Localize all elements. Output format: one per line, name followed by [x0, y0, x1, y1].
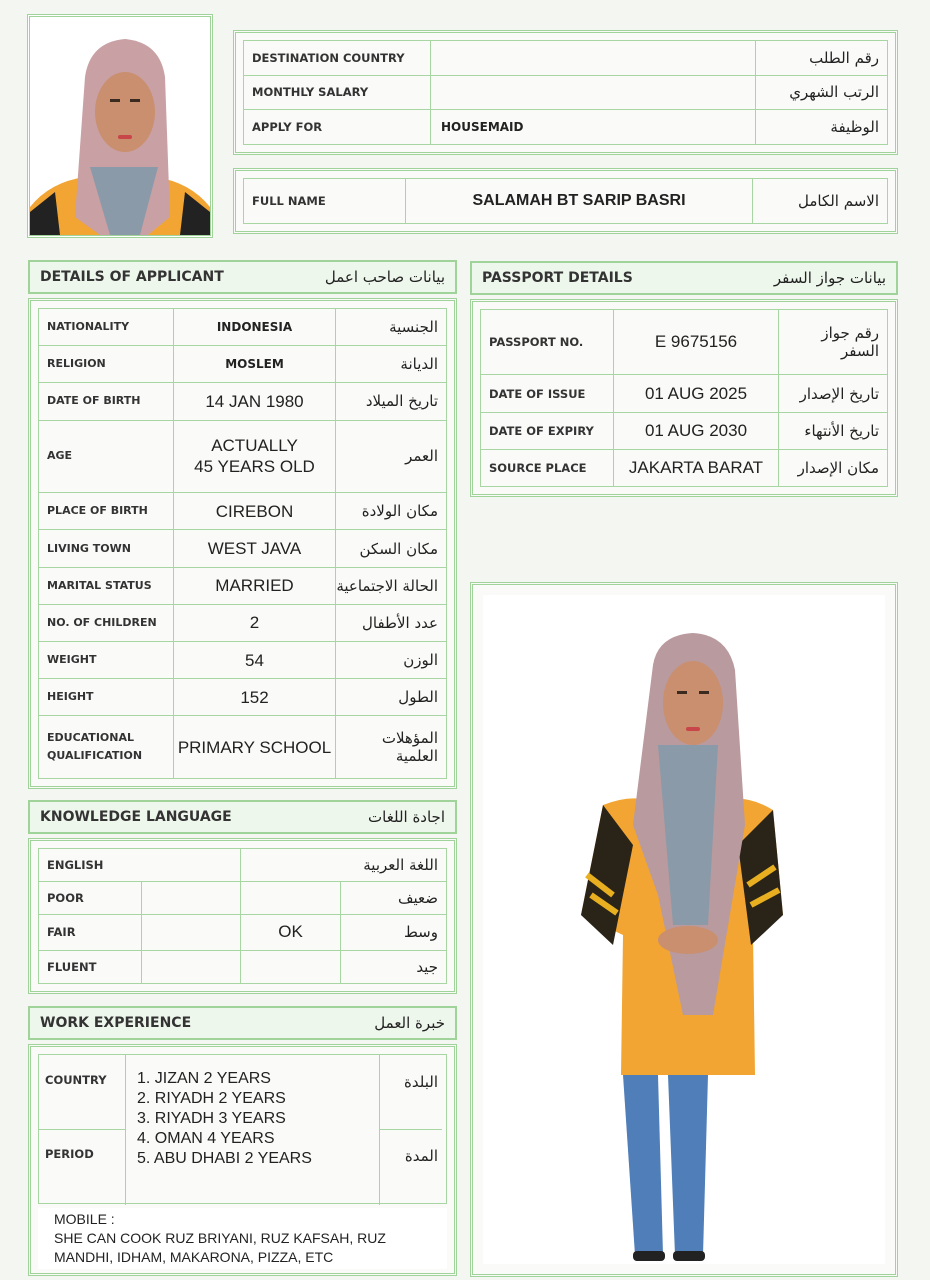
applicant-value-cell — [174, 383, 336, 420]
period-label: PERIOD — [45, 1147, 94, 1161]
divider — [125, 1055, 126, 1205]
applicant-arabic-cell — [336, 493, 447, 530]
level-fair-label: FAIR — [39, 914, 142, 950]
skills-note: SHE CAN COOK RUZ BRIYANI, RUZ KAFSAH, RUZ MANDHI, IDHAM, MAKARONA, PIZZA, ETC — [54, 1230, 386, 1265]
arabic-fluent-value — [241, 951, 341, 984]
applicant-arabic: المؤهلات العلمية — [381, 729, 438, 766]
table-row — [39, 346, 447, 383]
table-row — [39, 567, 447, 604]
passport-arabic: تاريخ الإصدار — [779, 375, 888, 412]
passport-arabic: مكان الإصدار — [779, 449, 888, 486]
english-fair-value — [142, 914, 241, 950]
table-row — [39, 881, 447, 914]
table-row — [481, 310, 888, 375]
applicant-label-cell — [39, 420, 174, 493]
applicant-label: MARITAL STATUS — [47, 578, 152, 592]
table-row — [244, 41, 888, 76]
applicant-arabic: الحالة الاجتماعية — [336, 576, 438, 595]
table-row — [39, 951, 447, 984]
applicant-value-cell — [174, 604, 336, 641]
applicant-value: 54 — [245, 650, 264, 670]
language-section-header — [28, 800, 457, 834]
applicant-label-cell — [39, 493, 174, 530]
passport-details-box — [470, 299, 898, 497]
monthly-salary-arabic: الرتب الشهري — [756, 75, 888, 110]
country-label: COUNTRY — [45, 1073, 107, 1087]
applicant-details-table — [38, 308, 447, 779]
language-title-arabic: اجادة اللغات — [368, 808, 445, 826]
applicant-arabic: عدد الأطفال — [362, 613, 438, 632]
applicant-label-cell — [39, 567, 174, 604]
applicant-value: INDONESIA — [216, 319, 293, 334]
applicant-arabic-cell — [336, 383, 447, 420]
mobile-label: MOBILE : — [54, 1211, 115, 1227]
language-table — [38, 848, 447, 984]
apply-for-arabic: الوظيفة — [756, 110, 888, 145]
passport-label: DATE OF ISSUE — [481, 375, 614, 412]
full-body-photo-box — [470, 582, 898, 1277]
passport-value: JAKARTA BARAT — [614, 449, 779, 486]
apply-for-label: APPLY FOR — [244, 110, 431, 145]
passport-value: E 9675156 — [614, 310, 779, 375]
language-box — [28, 838, 457, 994]
full-name-arabic: الاسم الكامل — [753, 179, 888, 224]
full-body-photo — [483, 595, 885, 1264]
applicant-value-cell — [174, 716, 336, 779]
monthly-salary-value — [431, 75, 756, 110]
applicant-label-cell — [39, 346, 174, 383]
table-row — [244, 179, 888, 224]
arabic-fair-value: OK — [241, 914, 341, 950]
applicant-arabic: الطول — [398, 688, 438, 707]
level-fluent-arabic: جيد — [341, 951, 447, 984]
applicant-label-cell — [39, 679, 174, 716]
passport-arabic: رقم جواز السفر — [779, 310, 888, 375]
application-info-box — [233, 30, 898, 155]
applicant-arabic: الديانة — [400, 355, 438, 374]
divider — [379, 1129, 442, 1130]
passport-value: 01 AUG 2025 — [614, 375, 779, 412]
divider — [39, 1129, 125, 1130]
applicant-value: MARRIED — [215, 576, 294, 596]
english-column-header: ENGLISH — [39, 849, 241, 882]
passport-section-header — [470, 261, 898, 295]
applicant-arabic-cell — [336, 716, 447, 779]
applicant-label-cell — [39, 309, 174, 346]
arabic-poor-value — [241, 881, 341, 914]
applicant-value-cell — [174, 493, 336, 530]
table-row — [39, 604, 447, 641]
table-row — [481, 449, 888, 486]
work-experience-grid — [38, 1054, 447, 1204]
applicant-label-cell — [39, 716, 174, 779]
arabic-column-header: اللغة العربية — [241, 849, 447, 882]
table-row — [39, 849, 447, 882]
divider — [379, 1055, 380, 1205]
applicant-value-cell — [174, 567, 336, 604]
applicant-arabic: العمر — [405, 447, 438, 466]
portrait-figure — [30, 17, 210, 235]
applicant-label: LIVING TOWN — [47, 541, 131, 555]
applicant-arabic-cell — [336, 642, 447, 679]
english-fluent-value — [142, 951, 241, 984]
applicant-label: WEIGHT — [47, 653, 97, 667]
applicant-arabic-cell — [336, 679, 447, 716]
english-poor-value — [142, 881, 241, 914]
applicant-label: HEIGHT — [47, 690, 94, 704]
applicant-value: PRIMARY SCHOOL — [177, 737, 332, 757]
applicant-value: WEST JAVA — [207, 539, 302, 559]
work-section-header — [28, 1006, 457, 1040]
passport-title-arabic: بيانات جواز السفر — [773, 269, 886, 287]
passport-label: SOURCE PLACE — [481, 449, 614, 486]
destination-country-arabic: رقم الطلب — [756, 41, 888, 76]
list-item: 3. RIYADH 3 YEARS — [137, 1110, 286, 1127]
table-row — [39, 530, 447, 567]
applicant-arabic-cell — [336, 567, 447, 604]
table-row — [39, 642, 447, 679]
applicant-value-cell — [174, 420, 336, 493]
work-title-arabic: خبرة العمل — [374, 1014, 445, 1032]
applicant-value-cell — [174, 346, 336, 383]
applicant-label: EDUCATIONAL — [47, 731, 134, 745]
passport-arabic: تاريخ الأنتهاء — [779, 412, 888, 449]
applicant-arabic: مكان الولادة — [361, 502, 438, 521]
table-row — [481, 412, 888, 449]
applicant-arabic-cell — [336, 604, 447, 641]
applicant-value-cell — [174, 679, 336, 716]
level-poor-arabic: ضعيف — [341, 881, 447, 914]
applicant-arabic-cell — [336, 346, 447, 383]
table-row — [481, 375, 888, 412]
full-name-table — [243, 178, 888, 224]
table-row — [39, 309, 447, 346]
applicant-label: AGE — [47, 449, 73, 463]
period-arabic: المدة — [404, 1147, 438, 1165]
applicant-label-cell — [39, 604, 174, 641]
passport-details-table — [480, 309, 888, 487]
applicant-title-arabic: بيانات صاحب اعمل — [324, 268, 445, 286]
applicant-label: DATE OF BIRTH — [47, 394, 141, 408]
monthly-salary-label: MONTHLY SALARY — [244, 75, 431, 110]
full-name-label: FULL NAME — [244, 179, 406, 224]
apply-for-value: HOUSEMAID — [431, 110, 756, 145]
applicant-label: PLACE OF BIRTH — [47, 504, 148, 518]
applicant-value-cell — [174, 530, 336, 567]
applicant-arabic-cell — [336, 420, 447, 493]
list-item: 2. RIYADH 2 YEARS — [137, 1090, 286, 1107]
applicant-arabic: الوزن — [403, 651, 438, 670]
table-row — [244, 75, 888, 110]
level-fair-arabic: وسط — [341, 914, 447, 950]
applicant-arabic-cell — [336, 309, 447, 346]
full-name-value: SALAMAH BT SARIP BASRI — [406, 179, 753, 224]
applicant-value-cell — [174, 309, 336, 346]
level-fluent-label: FLUENT — [39, 951, 142, 984]
list-item: 4. OMAN 4 YEARS — [137, 1130, 275, 1147]
applicant-arabic-cell — [336, 530, 447, 567]
table-row — [39, 679, 447, 716]
passport-label: PASSPORT NO. — [481, 310, 614, 375]
application-info-table — [243, 40, 888, 145]
table-row — [39, 493, 447, 530]
table-row — [39, 420, 447, 493]
applicant-value: CIREBON — [215, 501, 294, 521]
applicant-label-cell — [39, 530, 174, 567]
applicant-value-cell — [174, 642, 336, 679]
level-poor-label: POOR — [39, 881, 142, 914]
applicant-value: 152 — [240, 687, 269, 707]
destination-country-label: DESTINATION COUNTRY — [244, 41, 431, 76]
applicant-arabic: تاريخ الميلاد — [365, 392, 438, 411]
passport-value: 01 AUG 2030 — [614, 412, 779, 449]
applicant-value: 2 — [249, 613, 260, 633]
destination-country-value — [431, 41, 756, 76]
applicant-label: NATIONALITY — [47, 320, 130, 334]
work-experience-box — [28, 1044, 457, 1276]
applicant-label: NO. OF CHILDREN — [47, 615, 157, 629]
applicant-arabic: الجنسية — [389, 318, 438, 337]
applicant-section-header — [28, 260, 457, 294]
applicant-value: MOSLEM — [225, 356, 284, 371]
work-history-list — [137, 1069, 312, 1169]
table-row — [39, 383, 447, 420]
applicant-label: RELIGION — [47, 357, 106, 371]
country-arabic: البلدة — [404, 1073, 438, 1091]
language-title: KNOWLEDGE LANGUAGE — [40, 809, 232, 825]
applicant-label-cell — [39, 642, 174, 679]
work-title: WORK EXPERIENCE — [40, 1015, 192, 1031]
full-body-figure — [483, 595, 885, 1264]
passport-label: DATE OF EXPIRY — [481, 412, 614, 449]
applicant-title: DETAILS OF APPLICANT — [40, 269, 224, 285]
list-item: 1. JIZAN 2 YEARS — [137, 1070, 271, 1087]
table-row — [244, 110, 888, 145]
passport-title: PASSPORT DETAILS — [482, 270, 633, 286]
portrait-photo — [27, 14, 213, 238]
mobile-note-box — [38, 1208, 447, 1269]
applicant-value: 14 JAN 1980 — [205, 391, 304, 411]
applicant-value-line2: 45 YEARS OLD — [194, 457, 315, 477]
table-row — [39, 716, 447, 779]
applicant-details-box — [28, 298, 457, 789]
applicant-arabic: مكان السكن — [359, 539, 438, 558]
full-name-box — [233, 168, 898, 234]
applicant-label-line2: QUALIFICATION — [47, 749, 143, 763]
list-item: 5. ABU DHABI 2 YEARS — [137, 1150, 312, 1167]
applicant-value: ACTUALLY — [211, 436, 298, 456]
applicant-label-cell — [39, 383, 174, 420]
table-row — [39, 914, 447, 950]
